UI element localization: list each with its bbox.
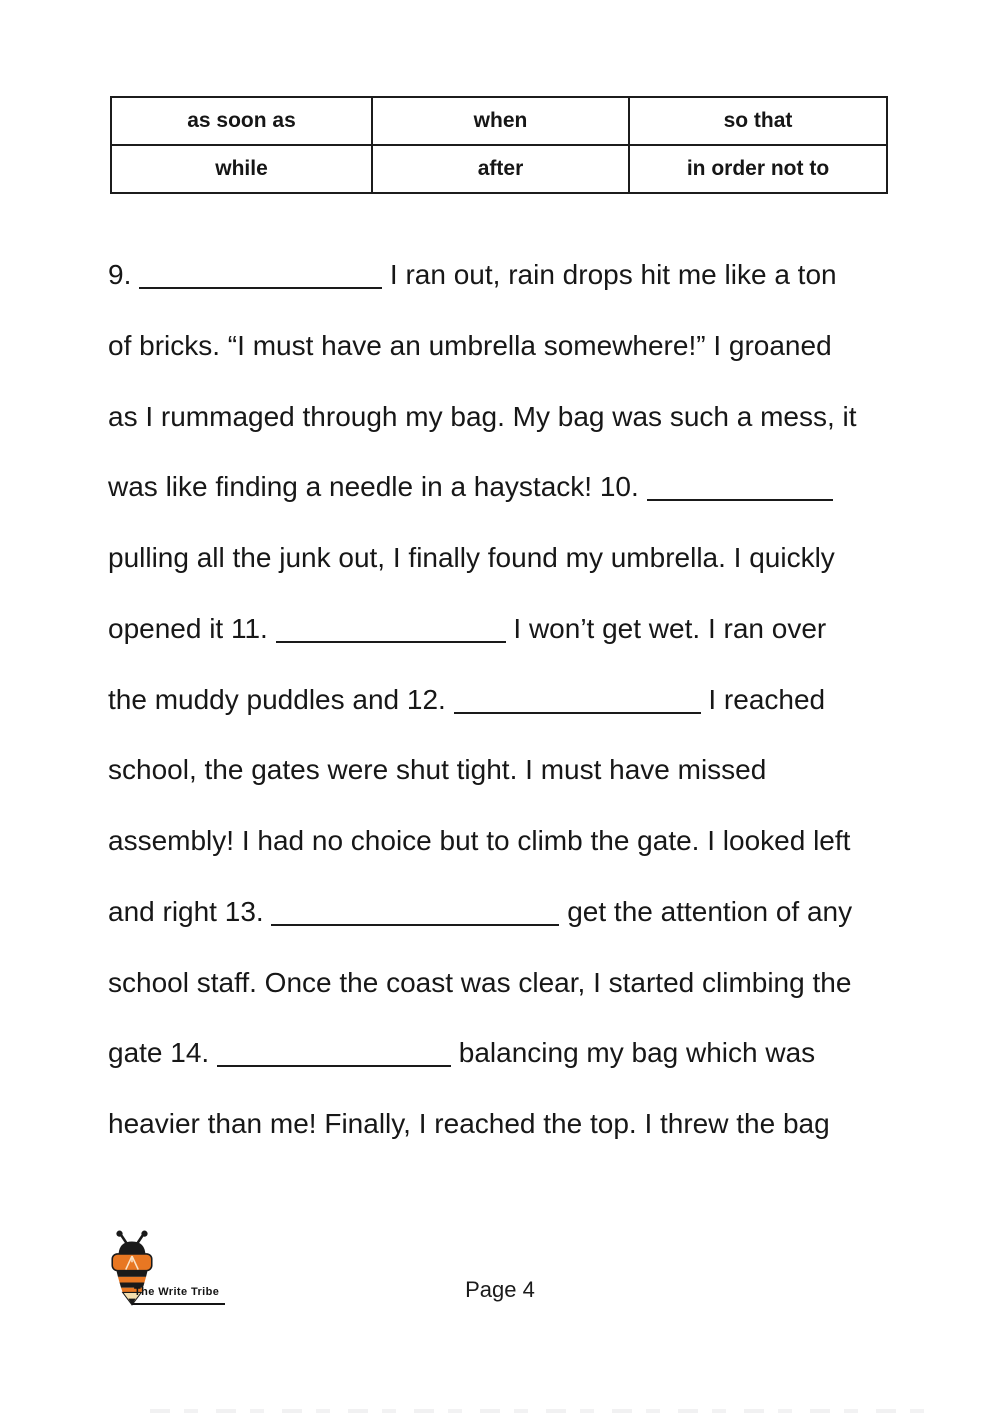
passage-text: 9. xyxy=(108,259,140,290)
passage-line xyxy=(108,452,908,523)
answer-blank[interactable] xyxy=(647,499,833,501)
cutoff-text-artifact xyxy=(150,1409,930,1413)
word-bank-cell: when xyxy=(372,97,629,145)
passage-text: was like finding a needle in a haystack! 10. xyxy=(108,471,647,503)
passage-text: gate 14. xyxy=(108,1037,217,1069)
passage-text: pulling all the junk out, I finally found my umbrella. I quickly xyxy=(108,542,835,573)
passage-text: get the attention of any xyxy=(559,895,853,927)
passage-line xyxy=(108,311,908,382)
passage-text: as I rummaged through my bag. My bag was such a mess, it xyxy=(108,400,857,432)
word-bank-cell: after xyxy=(372,145,629,193)
word-bank-cell: in order not to xyxy=(629,145,887,193)
passage-line xyxy=(108,806,908,877)
passage-line xyxy=(108,948,908,1019)
answer-blank[interactable] xyxy=(276,641,506,643)
passage xyxy=(108,240,908,1160)
passage-text: of bricks. “I must have an umbrella somewhere!” I groaned xyxy=(108,329,832,361)
answer-blank[interactable] xyxy=(217,1065,451,1067)
passage-text: I won’t get wet. I ran over xyxy=(505,612,827,644)
word-bank-cell: as soon as xyxy=(111,97,372,145)
word-bank-table xyxy=(110,96,888,194)
passage-text: opened it 11. xyxy=(108,612,276,644)
answer-blank[interactable] xyxy=(454,712,701,714)
passage-text: I ran out, rain drops hit me like a ton xyxy=(382,259,837,290)
passage-line xyxy=(108,240,908,311)
answer-blank[interactable] xyxy=(139,287,382,289)
passage-text: the muddy puddles and 12. xyxy=(108,683,454,715)
word-bank-cell: while xyxy=(111,145,372,193)
passage-text: I reached xyxy=(700,683,826,715)
passage-line xyxy=(108,1089,908,1160)
passage-line xyxy=(108,665,908,736)
word-bank-cell: so that xyxy=(629,97,887,145)
passage-line xyxy=(108,382,908,453)
passage-line xyxy=(108,877,908,948)
passage-text: school staff. Once the coast was clear, I started climbing the xyxy=(108,966,852,998)
page-number: Page 4 xyxy=(465,1277,535,1302)
passage-line xyxy=(108,735,908,806)
passage-text: heavier than me! Finally, I reached the top. I threw the bag xyxy=(108,1108,830,1139)
passage-text: school, the gates were shut tight. I must have missed xyxy=(108,754,767,786)
passage-line xyxy=(108,594,908,665)
answer-blank[interactable] xyxy=(271,924,559,926)
brand-text: The Write Tribe xyxy=(132,1286,225,1305)
passage-text: and right 13. xyxy=(108,895,272,927)
passage-text: assembly! I had no choice but to climb the gate. I looked left xyxy=(108,825,851,856)
passage-line xyxy=(108,1018,908,1089)
passage-text: balancing my bag which was xyxy=(450,1037,816,1069)
passage-line xyxy=(108,523,908,594)
